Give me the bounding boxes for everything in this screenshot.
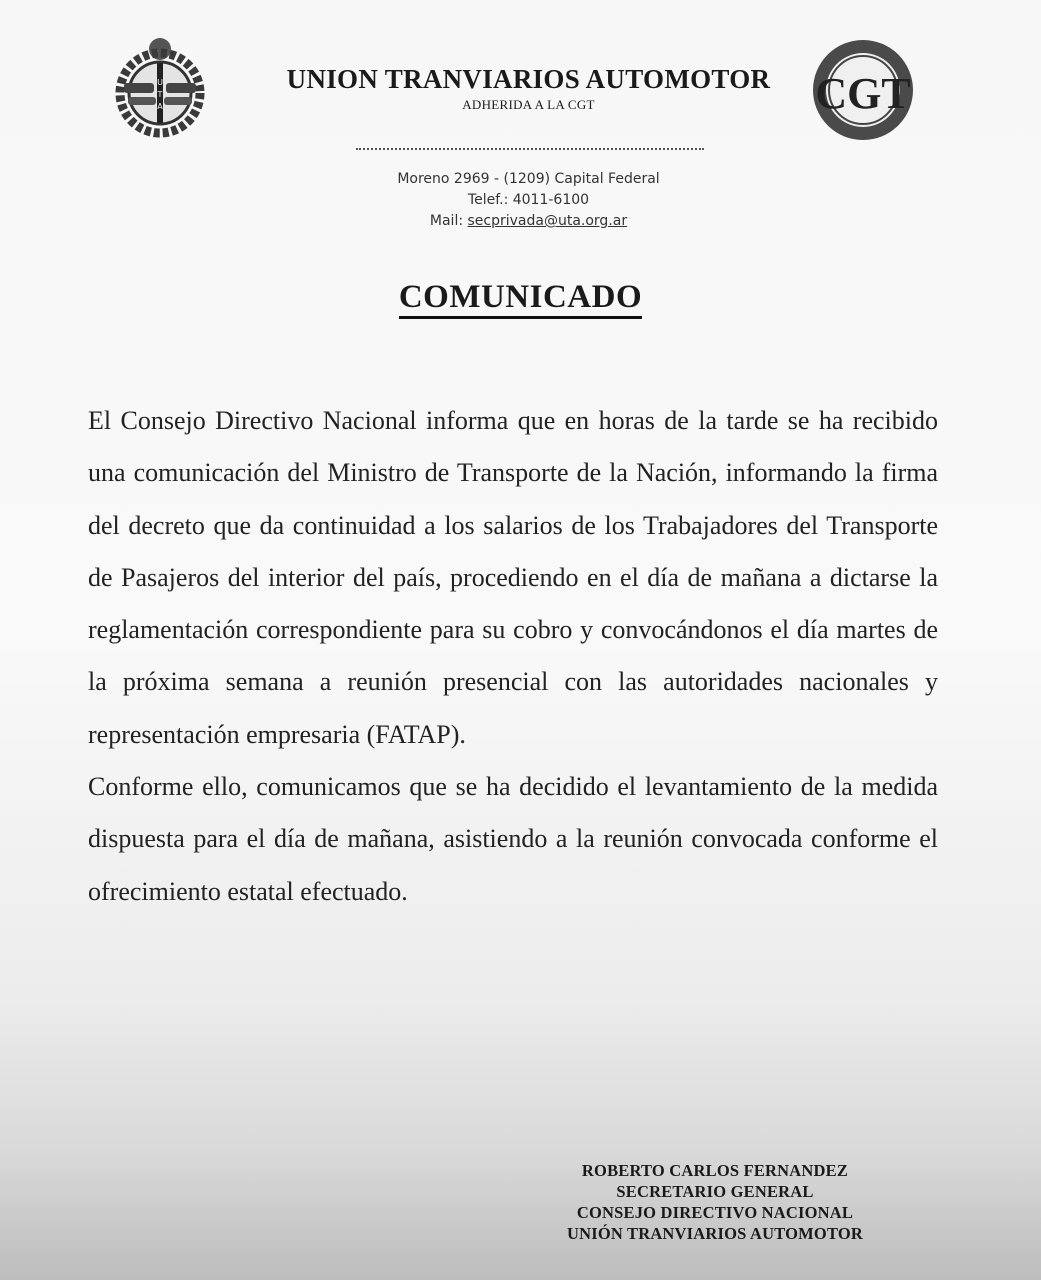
signatory-organization: UNIÓN TRANVIARIOS AUTOMOTOR <box>566 1224 864 1243</box>
signature-block <box>520 1160 910 1244</box>
body-paragraph: Conforme ello, comunicamos que se ha decidido el levantamiento de la medida dispuesta para el día de mañana, asistiendo a la reunión convocada conforme el ofrecimiento estatal efectuado. <box>88 772 938 906</box>
organization-affiliation: ADHERIDA A LA CGT <box>462 97 595 112</box>
svg-text:U: U <box>157 78 163 87</box>
dotted-divider <box>356 148 704 150</box>
organization-name: UNION TRANVIARIOS AUTOMOTOR <box>286 64 771 94</box>
phone: Telef.: 4011-6100 <box>467 192 590 208</box>
document-body <box>88 395 938 918</box>
mail-line <box>0 213 1041 229</box>
address: Moreno 2969 - (1209) Capital Federal <box>397 171 660 187</box>
signatory-body: CONSEJO DIRECTIVO NACIONAL <box>576 1203 854 1222</box>
svg-text:A: A <box>157 102 163 111</box>
mail-link[interactable]: secprivada@uta.org.ar <box>467 213 628 229</box>
signatory-name: ROBERTO CARLOS FERNANDEZ <box>581 1161 849 1180</box>
mail-label: Mail: <box>429 213 464 229</box>
svg-text:T: T <box>157 90 163 99</box>
cgt-seal-text: CGT <box>815 69 911 118</box>
body-paragraph: El Consejo Directivo Nacional informa que en horas de la tarde se ha recibido una comunicación del Ministro de Transporte de la Nación, informando la firma del decreto que da continuidad a los salarios de los Trabajadores del Transporte de Pasajeros del interior del país, procediendo en el día de mañana a dictarse la reglamentación correspondiente para su cobro y convocándonos el día martes de la próxima semana a reunión presencial con las autoridades nacionales y representación empresaria (FATAP). <box>88 406 938 749</box>
document-title-text: COMUNICADO <box>399 279 642 319</box>
signatory-position: SECRETARIO GENERAL <box>616 1182 814 1201</box>
document-title <box>0 279 1041 316</box>
